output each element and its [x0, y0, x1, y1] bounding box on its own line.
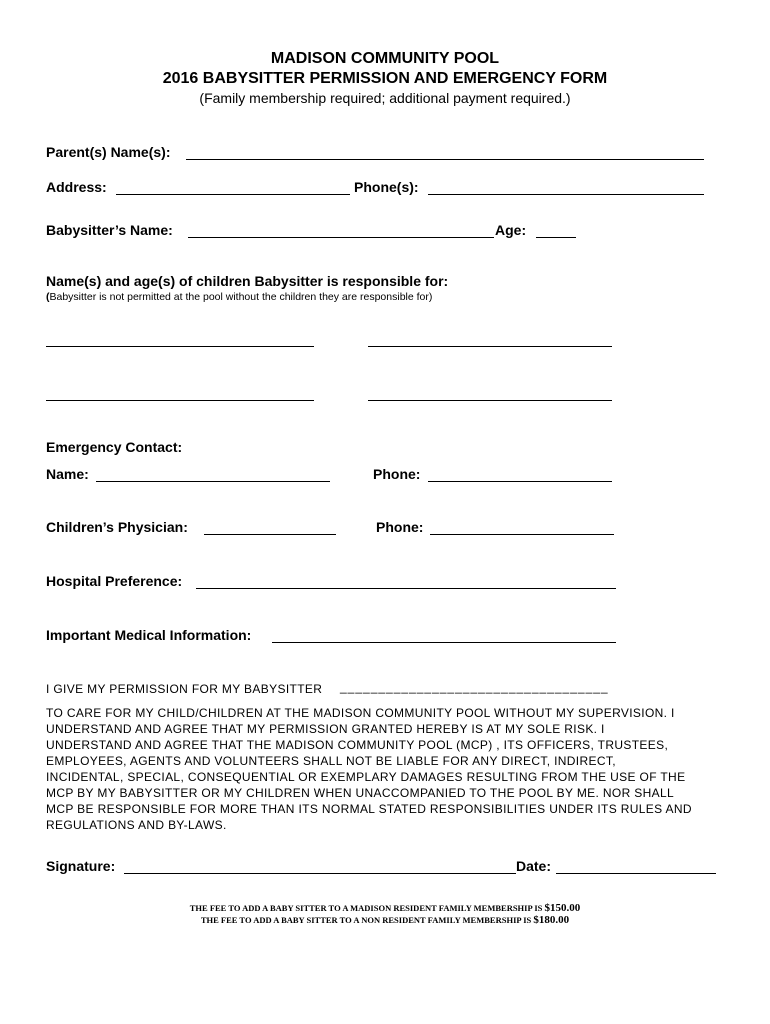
address-label: Address:	[46, 179, 107, 195]
child-2-field[interactable]	[368, 346, 612, 347]
signature-label: Signature:	[46, 858, 116, 874]
form-subtitle: (Family membership required; additional payment required.)	[199, 90, 571, 106]
medical-field[interactable]	[272, 642, 616, 643]
age-label: Age:	[495, 222, 527, 238]
parents-name-field[interactable]	[186, 159, 704, 160]
physician-phone-field[interactable]	[430, 534, 614, 535]
emergency-contact-heading: Emergency Contact:	[46, 439, 183, 455]
permission-line-3: UNDERSTAND AND AGREE THAT THE MADISON COMMUNITY POOL (MCP) , ITS OFFICERS, TRUSTEES,	[46, 738, 669, 752]
children-note: (Babysitter is not permitted at the pool without the children they are responsible for)	[46, 291, 433, 303]
permission-line-1: TO CARE FOR MY CHILD/CHILDREN AT THE MADISON COMMUNITY POOL WITHOUT MY SUPERVISION. I	[46, 706, 675, 720]
resident-fee-amount: $150.00	[544, 902, 581, 914]
hospital-label: Hospital Preference:	[46, 573, 183, 589]
permission-line-4: EMPLOYEES, AGENTS AND VOLUNTEERS SHALL NOT BE LIABLE FOR ANY DIRECT, INDIRECT,	[46, 754, 616, 768]
form-title-line2: 2016 BABYSITTER PERMISSION AND EMERGENCY FORM	[162, 70, 608, 87]
date-field[interactable]	[556, 873, 716, 874]
ec-phone-label: Phone:	[373, 466, 421, 482]
physician-field[interactable]	[204, 534, 336, 535]
permission-line-6: MCP BY MY BABYSITTER OR MY CHILDREN WHEN UNACCOMPANIED TO THE POOL BY ME. NOR SHALL	[46, 786, 675, 800]
children-heading: Name(s) and age(s) of children Babysitter is responsible for:	[46, 273, 449, 289]
nonresident-fee-amount: $180.00	[533, 914, 570, 926]
ec-phone-field[interactable]	[428, 481, 612, 482]
signature-field[interactable]	[124, 873, 516, 874]
babysitter-name-label: Babysitter’s Name:	[46, 222, 173, 238]
physician-phone-label: Phone:	[376, 519, 424, 535]
child-3-field[interactable]	[46, 400, 314, 401]
ec-name-label: Name:	[46, 466, 89, 482]
babysitter-name-field[interactable]	[188, 237, 494, 238]
nonresident-fee-note: THE FEE TO ADD A BABY SITTER TO A NON RESIDENT FAMILY MEMBERSHIP IS $180.00	[200, 914, 570, 926]
phones-field[interactable]	[428, 194, 704, 195]
ec-name-field[interactable]	[96, 481, 330, 482]
permission-give-text: I GIVE MY PERMISSION FOR MY BABYSITTER	[46, 682, 323, 696]
permission-line-7: MCP BE RESPONSIBLE FOR MORE THAN ITS NORMAL STATED RESPONSIBILITIES UNDER ITS RULES AND	[46, 802, 692, 816]
hospital-field[interactable]	[196, 588, 616, 589]
permission-line-2: UNDERSTAND AND AGREE THAT MY PERMISSION GRANTED HEREBY IS AT MY SOLE RISK. I	[46, 722, 605, 736]
phones-label: Phone(s):	[354, 179, 419, 195]
parents-name-label: Parent(s) Name(s):	[46, 144, 171, 160]
child-1-field[interactable]	[46, 346, 314, 347]
date-label: Date:	[516, 858, 552, 874]
physician-label: Children’s Physician:	[46, 519, 188, 535]
child-4-field[interactable]	[368, 400, 612, 401]
permission-line-8: REGULATIONS AND BY-LAWS.	[46, 818, 227, 832]
medical-label: Important Medical Information:	[46, 627, 252, 643]
resident-fee-note: THE FEE TO ADD A BABY SITTER TO A MADISON RESIDENT FAMILY MEMBERSHIP IS $150.00	[189, 902, 581, 914]
age-field[interactable]	[536, 237, 576, 238]
address-field[interactable]	[116, 194, 350, 195]
permission-line-5: INCIDENTAL, SPECIAL, CONSEQUENTIAL OR EXEMPLARY DAMAGES RESULTING FROM THE USE OF THE	[46, 770, 686, 784]
form-title-line1: MADISON COMMUNITY POOL	[270, 50, 500, 67]
babysitter-permission-blank[interactable]: ___________________________________	[340, 680, 609, 694]
